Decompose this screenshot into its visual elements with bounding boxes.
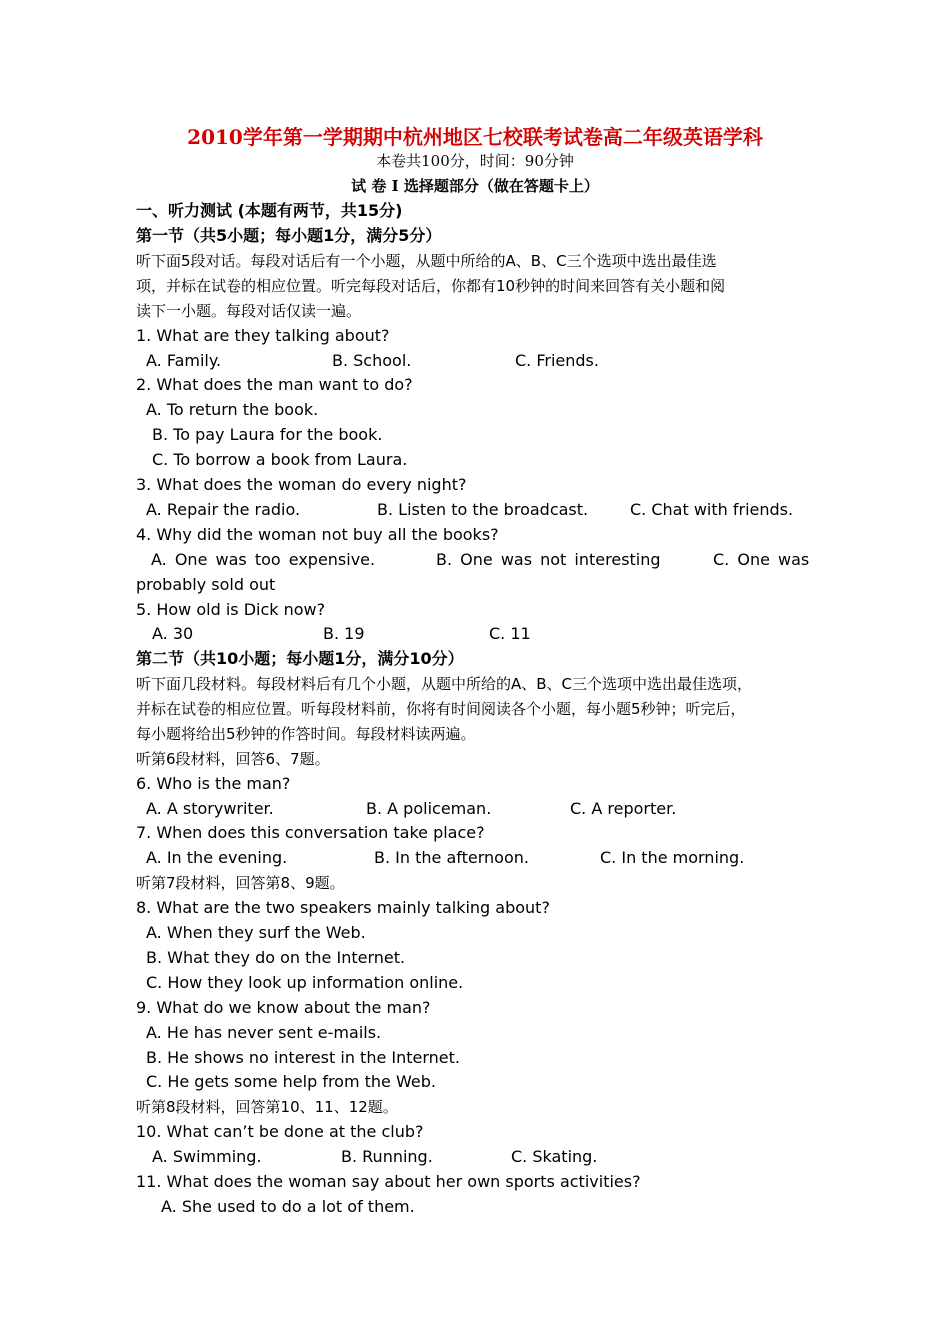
part1-heading: 试 卷 I 选择题部分（做在答题卡上）	[351, 177, 599, 195]
q1-option-c: C. Friends.	[515, 351, 599, 370]
q4-option-c-continued: probably sold out	[136, 575, 276, 594]
q1-option-b: B. School.	[332, 351, 412, 370]
q10-option-c: C. Skating.	[511, 1147, 598, 1166]
sec1-instructions-3: 读下一小题。每段对话仅读一遍。	[136, 302, 362, 320]
question-6: 6. Who is the man?	[136, 774, 291, 793]
question-9: 9. What do we know about the man?	[136, 998, 431, 1017]
q8-option-b: B. What they do on the Internet.	[146, 948, 406, 967]
material-6-note: 听第6段材料，回答6、7题。	[136, 750, 330, 768]
q5-option-a: A. 30	[152, 624, 194, 643]
q11-option-a: A. She used to do a lot of them.	[161, 1197, 415, 1216]
question-11: 11. What does the woman say about her own sports activities?	[136, 1172, 641, 1191]
material-7-note: 听第7段材料，回答第8、9题。	[136, 874, 345, 892]
sec1-instructions-2: 项，并标在试卷的相应位置。听完每段对话后，你都有10秒钟的时间来回答有关小题和阅	[136, 277, 726, 295]
question-1: 1. What are they talking about?	[136, 326, 390, 345]
sec1-instructions-1: 听下面5段对话。每段对话后有一个小题，从题中所给的A、B、C三个选项中选出最佳选	[136, 252, 717, 270]
sec2-instructions-2: 并标在试卷的相应位置。听每段材料前，你将有时间阅读各个小题，每小题5秒钟；听完后，	[136, 700, 746, 718]
q3-option-a: A. Repair the radio.	[146, 500, 301, 519]
q9-option-a: A. He has never sent e-mails.	[146, 1023, 382, 1042]
q3-option-c: C. Chat with friends.	[630, 500, 794, 519]
sec1-heading: 第一节（共5小题；每小题1分，满分5分）	[136, 226, 442, 245]
section1-heading: 一、听力测试 (本题有两节，共15分)	[136, 201, 403, 220]
q8-option-a: A. When they surf the Web.	[146, 923, 366, 942]
question-2: 2. What does the man want to do?	[136, 375, 413, 394]
q4-option-b: B. One was not interesting	[436, 550, 661, 569]
q6-option-c: C. A reporter.	[570, 799, 677, 818]
q2-option-c: C. To borrow a book from Laura.	[152, 450, 408, 469]
q8-option-c: C. How they look up information online.	[146, 973, 464, 992]
question-3: 3. What does the woman do every night?	[136, 475, 467, 494]
q2-option-b: B. To pay Laura for the book.	[152, 425, 383, 444]
question-10: 10. What can’t be done at the club?	[136, 1122, 424, 1141]
sec2-heading: 第二节（共10小题；每小题1分，满分10分）	[136, 649, 464, 668]
q5-option-c: C. 11	[489, 624, 531, 643]
q7-option-a: A. In the evening.	[146, 848, 288, 867]
q7-option-c: C. In the morning.	[600, 848, 745, 867]
material-8-note: 听第8段材料，回答第10、11、12题。	[136, 1098, 398, 1116]
q2-option-a: A. To return the book.	[146, 400, 319, 419]
q10-option-a: A. Swimming.	[152, 1147, 262, 1166]
question-5: 5. How old is Dick now?	[136, 600, 326, 619]
exam-meta: 本卷共100分，时间：90分钟	[376, 152, 574, 170]
q9-option-b: B. He shows no interest in the Internet.	[146, 1048, 460, 1067]
question-4: 4. Why did the woman not buy all the books?	[136, 525, 499, 544]
q4-option-c: C. One was	[713, 550, 810, 569]
q3-option-b: B. Listen to the broadcast.	[377, 500, 589, 519]
q4-option-a: A. One was too expensive.	[151, 550, 376, 569]
q7-option-b: B. In the afternoon.	[374, 848, 529, 867]
q10-option-b: B. Running.	[341, 1147, 433, 1166]
sec2-instructions-1: 听下面几段材料。每段材料后有几个小题，从题中所给的A、B、C三个选项中选出最佳选项，	[136, 675, 753, 693]
exam-title: 2010学年第一学期期中杭州地区七校联考试卷高二年级英语学科	[187, 125, 763, 149]
q5-option-b: B. 19	[323, 624, 365, 643]
q1-option-a: A. Family.	[146, 351, 222, 370]
question-7: 7. When does this conversation take place?	[136, 823, 485, 842]
q6-option-a: A. A storywriter.	[146, 799, 274, 818]
q9-option-c: C. He gets some help from the Web.	[146, 1072, 436, 1091]
question-8: 8. What are the two speakers mainly talking about?	[136, 898, 550, 917]
q6-option-b: B. A policeman.	[366, 799, 492, 818]
sec2-instructions-3: 每小题将给出5秒钟的作答时间。每段材料读两遍。	[136, 725, 476, 743]
